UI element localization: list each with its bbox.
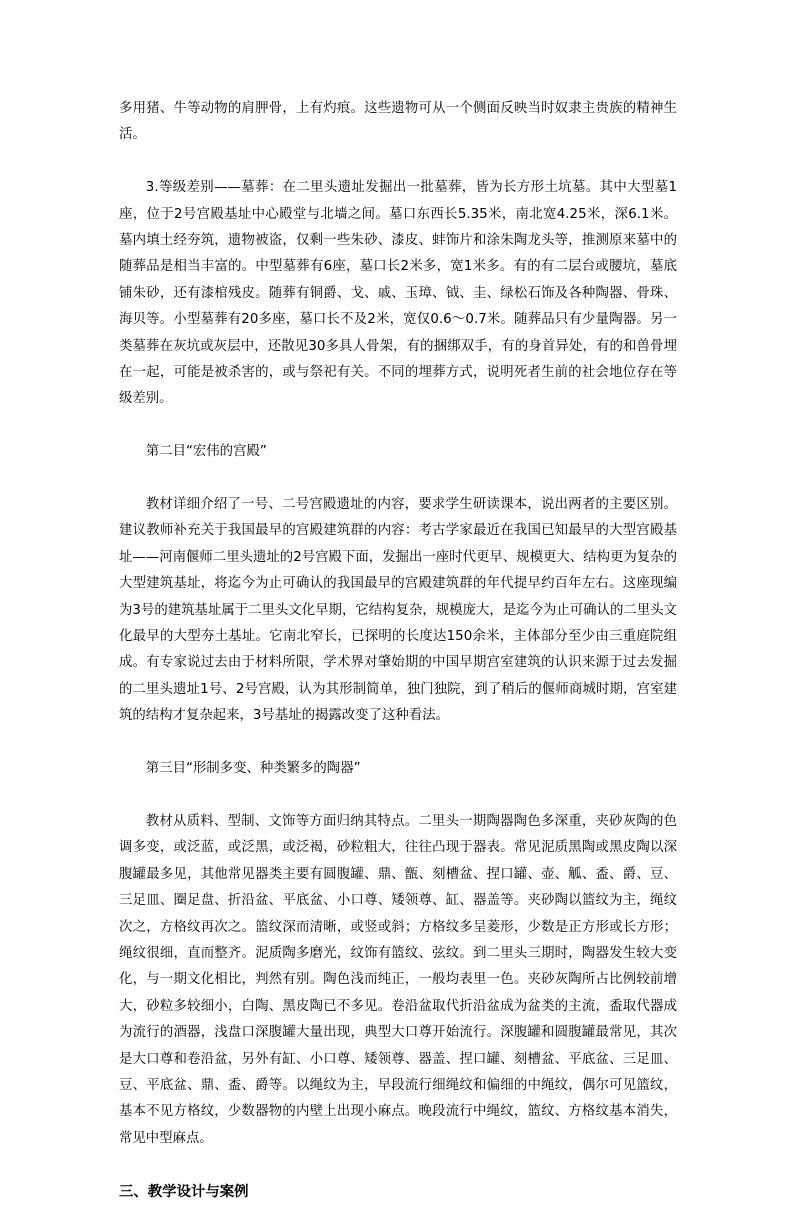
heading-palace: 第二目“宏伟的宫殿” (145, 444, 267, 460)
section-title: 三、教学设计与案例 (119, 1183, 249, 1200)
paragraph-gap (119, 1152, 677, 1178)
paragraph-gap (119, 730, 677, 756)
grade-paragraph: 3.等级差别——墓葬：在二里头遗址发掘出一批墓葬，皆为长方形土坑墓。其中大型墓1座，位于2号宫殿基址中心殿堂与北墙之间。墓口东西长5.35米，南北宽4.25米，深6.1米。墓内填土经夯筑，遗物被盗，仅剩一些朱砂、漆皮、蚌饰片和涂朱陶龙头等，推测原来墓中的随葬品是相当丰富的。中型墓葬有6座，墓口长2米多，宽1米多。有的有二层台或腰坑，墓底铺朱砂，还有漆棺残皮。随葬有铜爵、戈、戚、玉璋、钺、圭、绿松石饰及各种陶器、骨珠、海贝等。小型墓葬有20多座，墓口长不及2米，宽仅0.6～0.7米。随葬品只有少量陶器。另一类墓葬在灰坑或灰层中，还散见30多具人骨架，有的捆绑双手，有的身首异处，有的和兽骨埋在一起，可能是被杀害的，或与祭祀有关。不同的埋葬方式，说明死者生前的社会地位存在等级差别。 (119, 180, 677, 407)
paragraph-gap (119, 149, 677, 175)
paragraph-gap (119, 466, 677, 492)
continuation-paragraph: 多用猪、牛等动物的肩胛骨，上有灼痕。这些遗物可从一个侧面反映当时奴隶主贵族的精神生活。 (119, 101, 677, 143)
document-page (119, 96, 677, 1205)
paragraph-gap (119, 783, 677, 809)
heading-pottery: 第三目“形制多变、种类繁多的陶器” (145, 761, 361, 777)
paragraph-gap (119, 413, 677, 439)
palace-paragraph: 教材详细介绍了一号、二号宫殿遗址的内容，要求学生研读课本，说出两者的主要区别。建议教师补充关于我国最早的宫殿建筑群的内容：考古学家最近在我国已知最早的大型宫殿基址——河南偃师二里头遗址的2号宫殿下面，发掘出一座时代更早、规模更大、结构更为复杂的大型建筑基址，将迄今为止可确认的我国最早的宫殿建筑群的年代提早约百年左右。这座现编为3号的建筑基址属于二里头文化早期，它结构复杂，规模庞大，是迄今为止可确认的二里头文化最早的大型夯土基址。它南北窄长，已探明的长度达150余米，主体部分至少由三重庭院组成。有专家说过去由于材料所限，学术界对肇始期的中国早期宫室建筑的认识来源于过去发掘的二里头遗址1号、2号宫殿，认为其形制简单，独门独院，到了稍后的偃师商城时期，宫室建筑的结构才复杂起来，3号基址的揭露改变了这种看法。 (119, 497, 677, 724)
pottery-paragraph: 教材从质料、型制、文饰等方面归纳其特点。二里头一期陶器陶色多深重，夹砂灰陶的色调多变，或泛蓝，或泛黑，或泛褐，砂粒粗大，往往凸现于器表。常见泥质黑陶或黑皮陶以深腹罐最多见，其他常见器类主要有圆腹罐、鼎、甑、刻槽盆、捏口罐、壶、觚、盉、爵、豆、三足皿、圈足盘、折沿盆、平底盆、小口尊、矮领尊、缸、器盖等。夹砂陶以篮纹为主，绳纹次之，方格纹再次之。篮纹深而清晰，或竖或斜；方格纹多呈菱形，少数是正方形或长方形；绳纹很细，直而整齐。泥质陶多磨光，纹饰有篮纹、弦纹。到二里头三期时，陶器发生较大变化，与一期文化相比，判然有别。陶色浅而纯正，一般均表里一色。夹砂灰陶所占比例较前增大，砂粒多较细小，白陶、黑皮陶已不多见。卷沿盆取代折沿盆成为盆类的主流，盉取代器成为流行的酒器，浅盘口深腹罐大量出现，典型大口尊开始流行。深腹罐和圆腹罐最常见，其次是大口尊和卷沿盆，另外有缸、小口尊、矮领尊、器盖、捏口罐、刻槽盆、平底盆、三足皿、豆、平底盆、鼎、盉、爵等。以绳纹为主，早段流行细绳纹和偏细的中绳纹，偶尔可见篮纹，基本不见方格纹，少数器物的内壁上出现小麻点。晚段流行中绳纹，篮纹、方格纹基本消失，常见中型麻点。 (119, 813, 677, 1146)
